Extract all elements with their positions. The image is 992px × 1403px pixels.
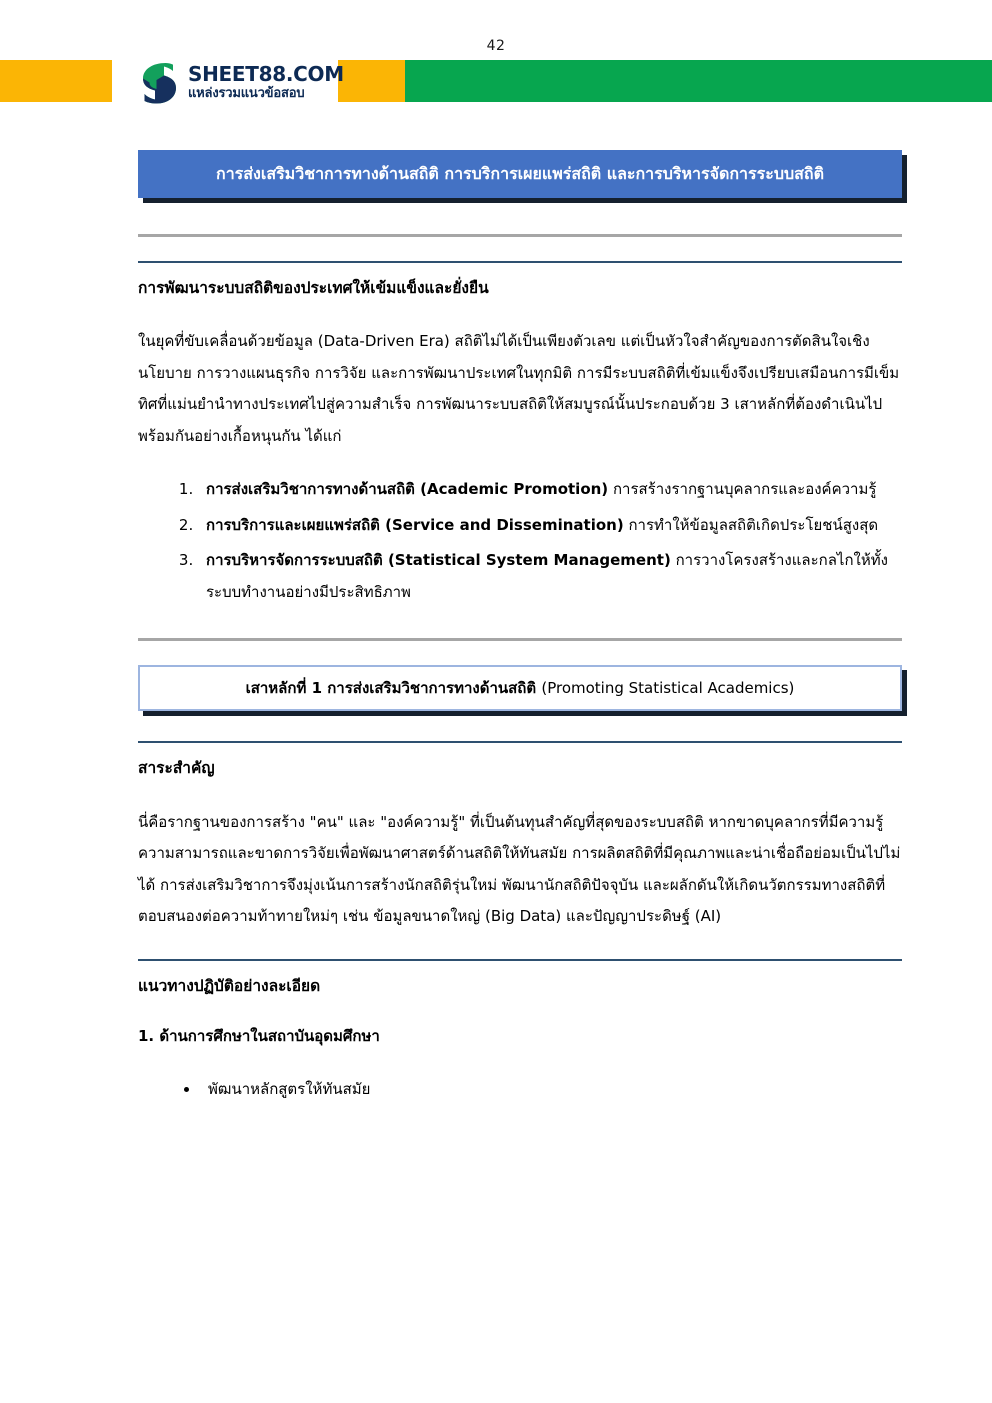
pillar-3-title: การบริหารจัดการระบบสถิติ (Statistical System Management) (206, 551, 671, 570)
title-banner (138, 150, 902, 198)
pillar-one-box-body (138, 665, 902, 711)
pillar-2-desc: การทำให้ข้อมูลสถิติเกิดประโยชน์สูงสุด (623, 515, 879, 534)
header-bar-amber-left (0, 60, 112, 102)
list-item (198, 510, 902, 542)
divider-navy-section-two (138, 741, 902, 743)
logo-brand-name: SHEET88.COM (188, 62, 344, 86)
divider-navy-section-one (138, 261, 902, 263)
pillar-one-box (138, 665, 902, 711)
logo-tagline: แหล่งรวมแนวข้อสอบ (188, 86, 305, 101)
pillar-2-title: การบริการและเผยแพร่สถิติ (Service and Dissemination) (206, 515, 624, 534)
pillars-list (138, 474, 902, 608)
page-number: 42 (486, 38, 506, 54)
list-item (198, 474, 902, 506)
section-three-subheading: 1. ด้านการศึกษาในสถาบันอุดมศึกษา (138, 1026, 380, 1045)
pillar-one-box-regular: (Promoting Statistical Academics) (541, 679, 795, 698)
list-item (198, 545, 902, 608)
document-content (138, 150, 902, 1105)
list-item: • พัฒนาหลักสูตรให้ทันสมัย (200, 1074, 902, 1106)
pillar-one-box-text (246, 676, 795, 700)
practice-bullets-list (138, 1074, 902, 1106)
pillar-1-desc: การสร้างรากฐานบุคลากรและองค์ความรู้ (608, 480, 877, 499)
sheet88-s-logo-icon (135, 60, 179, 104)
divider-navy-section-three (138, 959, 902, 961)
logo-text-block (188, 64, 344, 100)
section-two-heading: สาระสำคัญ (138, 759, 215, 778)
site-logo (135, 58, 344, 106)
section-three-heading: แนวทางปฏิบัติอย่างละเอียด (138, 976, 321, 995)
section-one-paragraph: ในยุคที่ขับเคลื่อนด้วยข้อมูล (Data-Driven Era) สถิติไม่ได้เป็นเพียงตัวเลข แต่เป็นหัวใจสำคัญของการตัดสินใจเชิงนโยบาย การวางแผนธุรกิจ การวิจัย และการพัฒนาประเทศในทุกมิติ การมีระบบสถิติที่เข้มแข็งจึงเปรียบเสมือนการมีเข็มทิศที่แม่นยำนำทางประเทศไปสู่ความสำเร็จ การพัฒนาระบบสถิติให้สมบูรณ์นั้นประกอบด้วย 3 เสาหลักที่ต้องดำเนินไปพร้อมกันอย่างเกื้อหนุนกัน ได้แก่ (138, 332, 900, 445)
header-bar-amber-mid (338, 60, 405, 102)
divider-gray-top (138, 234, 902, 237)
pillar-one-box-bold: เสาหลักที่ 1 การส่งเสริมวิชาการทางด้านสถิติ (245, 679, 542, 698)
pillar-3-desc: การวางโครงสร้างและกลไกให้ทั้งระบบทำงานอย่างมีประสิทธิภาพ (206, 551, 888, 601)
title-banner-body (138, 150, 902, 198)
section-two-paragraph: นี่คือรากฐานของการสร้าง "คน" และ "องค์ความรู้" ที่เป็นต้นทุนสำคัญที่สุดของระบบสถิติ หากขาดบุคลากรที่มีความรู้ความสามารถและขาดการวิจัยเพื่อพัฒนาศาสตร์ด้านสถิติให้ทันสมัย การผลิตสถิติที่มีคุณภาพและน่าเชื่อถือย่อมเป็นไปไม่ได้ การส่งเสริมวิชาการจึงมุ่งเน้นการสร้างนักสถิติรุ่นใหม่ พัฒนานักสถิติปัจจุบัน และผลักดันให้เกิดนวัตกรรมทางสถิติที่ตอบสนองต่อความท้าทายใหม่ๆ เช่น ข้อมูลขนาดใหญ่ (Big Data) และปัญญาประดิษฐ์ (AI) (138, 812, 901, 925)
divider-gray-bottom (138, 638, 902, 641)
header-bar-green (405, 60, 992, 102)
pillar-1-title: การส่งเสริมวิชาการทางด้านสถิติ (Academic Promotion) (206, 480, 609, 499)
title-banner-text: การส่งเสริมวิชาการทางด้านสถิติ การบริการเผยแพร่สถิติ และการบริหารจัดการระบบสถิติ (216, 163, 824, 183)
section-one-heading: การพัฒนาระบบสถิติของประเทศให้เข้มแข็งและยั่งยืน (138, 279, 489, 297)
